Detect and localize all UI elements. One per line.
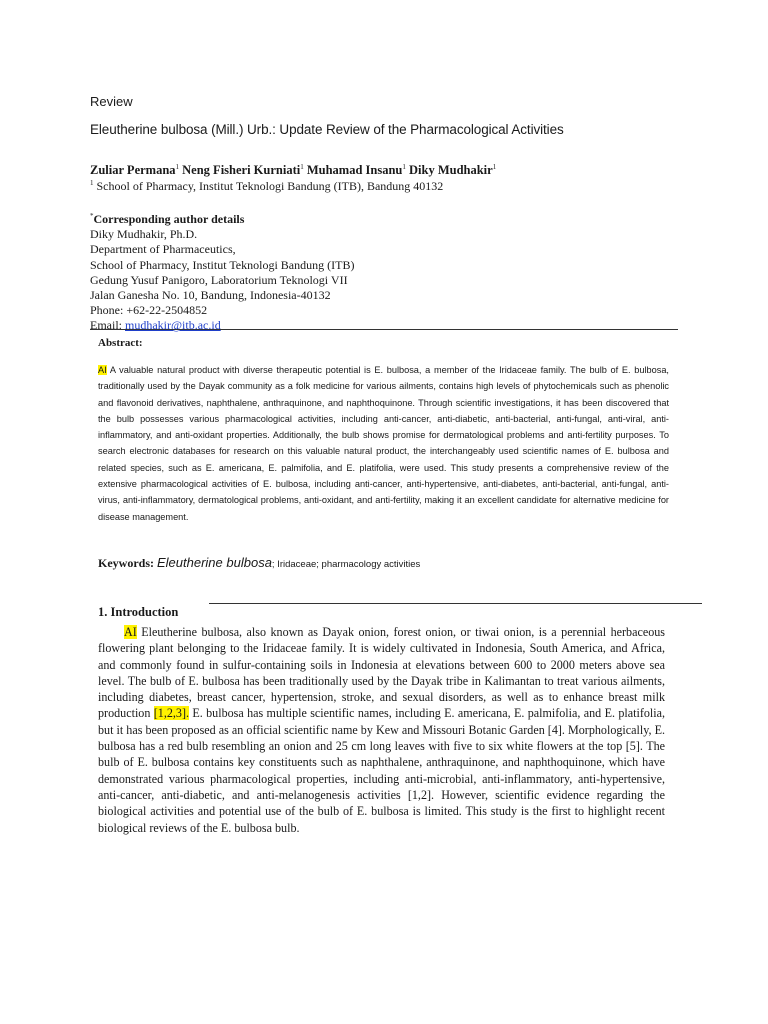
keywords-label: Keywords: <box>98 556 154 570</box>
section-divider <box>209 603 702 604</box>
abstract-heading: Abstract: <box>98 337 143 349</box>
author-name: Diky Mudhakir <box>409 163 493 178</box>
keyword-rest: ; Iridaceae; pharmacology activities <box>271 559 421 570</box>
keyword-primary: Eleutherine bulbosa <box>157 555 272 570</box>
section-divider <box>90 329 678 330</box>
introduction-paragraph: AI Eleutherine bulbosa, also known as Dayak onion, forest onion, or tiwai onion, is a perennial herbaceous flowering plant belonging to the Iridaceae family. It is widely cultivated in Indonesia, South America, and Africa, and commonly found in sulfur-containing soils in Indonesia at elevations between 600 to 2000 meters above sea level. The bulb of E. bulbosa has been traditionally used by the Dayak tribe in Kalimantan to treat various ailments, including diabetes, breast cancer, hypertension, stroke, and sexual disorders, as well as to enhance breast milk production [1,2,3]. E. bulbosa has multiple scientific names, including E. americana, E. palmifolia, and E. platifolia, but it has been proposed as an official scientific name by Kew and Missouri Botanic Garden [4]. Morphologically, E. bulbosa has a red bulb resembling an onion and 25 cm long leaves with five to six white flowers at the top [5]. The bulb of E. bulbosa contains key constituents such as naphthalene, anthraquinone, and naphthoquinone, which have demonstrated various pharmacological properties, including anti-microbial, anti-inflammatory, anti-hypertensive, anti-cancer, anti-diabetic, and anti-melanogenesis activities [1,2]. However, scientific evidence regarding the biological activities and potential use of the bulb of E. bulbosa is limited. This study is the first to highlight recent biological reviews of the E. bulbosa bulb. <box>98 625 665 835</box>
email-link[interactable]: mudhakir@itb.ac.id <box>125 318 221 333</box>
corresponding-line: Department of Pharmaceutics, <box>90 242 236 257</box>
corresponding-heading: *Corresponding author details <box>90 212 245 226</box>
section-heading-introduction: 1. Introduction <box>98 605 179 619</box>
keywords-line <box>98 555 420 571</box>
corresponding-line: Diky Mudhakir, Ph.D. <box>90 227 198 242</box>
article-type-label: Review <box>90 94 133 109</box>
author-name: Neng Fisheri Kurniati <box>182 163 301 178</box>
corresponding-author-block <box>90 209 354 334</box>
ai-highlight-tag: AI <box>124 625 137 639</box>
abstract-text: AI A valuable natural product with diverse therapeutic potential is E. bulbosa, a member of the Iridaceae family. The bulb of E. bulbosa, traditionally used by the Dayak community as a folk medicine for various ailments, contains high levels of phytochemicals such as phenolic and flavonoid derivatives, naphthalene, anthraquinone, and naphthoquinone. Through scientific investigations, it has been discovered that the bulb possesses various pharmacological activities, including anti-cancer, anti-diabetic, anti-bacterial, anti-fungal, anti-viral, anti-inflammatory, and anti-oxidant properties. Additionally, the bulb shows promise for dermatological problems and anti-fertility purposes. To search electronic databases for research on this valuable natural product, the interchangeably used scientific names of E. bulbosa and related species, such as E. americana, E. palmifolia, and E. platifolia, were used. This study presents a comprehensive review of the extensive pharmacological activities of E. bulbosa, including anti-cancer, anti-hypertensive, anti-diabetes, anti-bacterial, anti-fungal, anti-virus, anti-inflammatory, dermatological problems, anti-oxidant, and anti-fertility, making it an excellent candidate for alternative medicine for disease management. <box>98 365 669 522</box>
author-list: Zuliar Permana$^1$ Neng Fisheri Kurniati$^1$ Muhamad Insanu$^1$ Diky Mudhakir$^1$ <box>90 163 497 178</box>
email-line: Email: mudhakir@itb.ac.id <box>90 318 221 333</box>
ai-highlight-tag: AI <box>98 365 107 375</box>
corresponding-line: Gedung Yusuf Panigoro, Laboratorium Teknologi VII <box>90 272 348 287</box>
citation-highlight: [1,2,3]. <box>153 706 190 721</box>
corresponding-line: Jalan Ganesha No. 10, Bandung, Indonesia-40132 <box>90 288 331 303</box>
corresponding-line: Phone: +62-22-2504852 <box>90 303 208 318</box>
author-name: Zuliar Permana <box>90 163 176 178</box>
affiliation: $^1$ School of Pharmacy, Institut Teknologi Bandung (ITB), Bandung 40132 <box>90 179 444 193</box>
paper-title: Eleutherine bulbosa (Mill.) Urb.: Update Review of the Pharmacological Activities <box>90 122 564 137</box>
author-name: Muhamad Insanu <box>306 163 403 178</box>
corresponding-line: School of Pharmacy, Institut Teknologi Bandung (ITB) <box>90 257 355 272</box>
